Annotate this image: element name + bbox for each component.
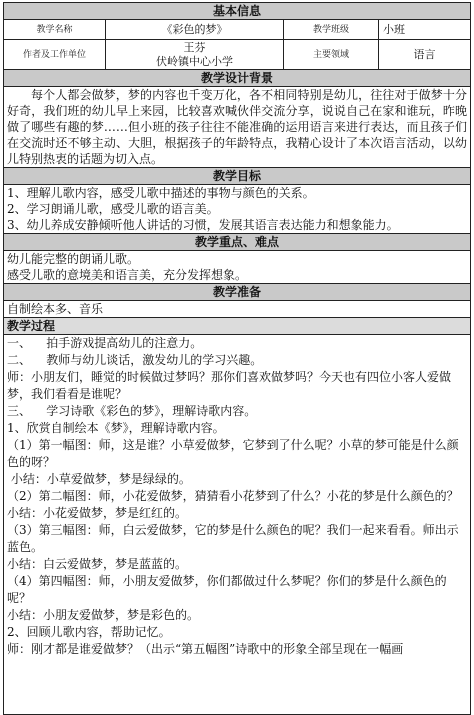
field-value: 语言 <box>413 47 436 61</box>
process-line: 2、回顾儿歌内容，帮助记忆。 <box>7 625 171 639</box>
process-line: 一、 拍手游戏提高幼儿的注意力。 <box>7 336 203 350</box>
goals-section <box>4 185 470 234</box>
process-line: （4）第四幅图：师，小朋友爱做梦，你们都做过什么梦呢？你们的梦是什么颜色的呢？ <box>7 574 447 605</box>
info-row-1 <box>4 20 470 40</box>
lesson-name: 《彩色的梦》 <box>106 20 284 39</box>
process-section <box>4 335 470 658</box>
goal-item: 3、幼儿养成安静倾听他人讲话的习惯，发展其语言表达能力和想象能力。 <box>7 218 399 232</box>
author-label: 作者及工作单位 <box>4 40 106 69</box>
author-name: 王芬 <box>183 40 206 54</box>
process-line: 师：小朋友们，睡觉的时候做过梦吗？那你们喜欢做梦吗？今天也有四位小客人爱做梦，我们看看是谁呢？ <box>7 370 452 401</box>
process-line: 1、欣赏自制绘本《梦》，理解诗歌内容。 <box>7 421 225 435</box>
key-point-item: 感受儿歌的意境美和语言美，充分发挥想象。 <box>7 268 248 282</box>
section-header-process: 教学过程 <box>4 318 470 335</box>
preparation-text: 自制绘本多、音乐 <box>7 302 104 316</box>
section-header-goals: 教学目标 <box>4 168 470 185</box>
info-row-2 <box>4 40 470 70</box>
process-line: 小结：小花爱做梦，梦是红红的。 <box>7 506 188 520</box>
process-line: 小结：小草爱做梦，梦是绿绿的。 <box>7 472 191 486</box>
process-line: 师：刚才都是谁爱做梦？（出示“第五幅图”诗歌中的形象全部呈现在一幅画 <box>7 642 404 656</box>
section-header-background: 教学设计背景 <box>4 70 470 87</box>
background-paragraph: 每个人都会做梦，梦的内容也千变万化，各不相同特别是幼儿，往往对于做梦十分好奇，我们班的幼儿早上来园，比较喜欢喊伙伴交流分享，说说自己在家和谁玩，昨晚做了哪些有趣的梦……但小班的孩子往往不能准确的运用语言来进行表达，而且孩子们在交流时还不够主动、大胆，根据孩子的年龄特点，我精心设计了本次语言活动，以幼儿特别热衷的话题为切入点。 <box>7 88 467 166</box>
preparation-section <box>4 301 470 318</box>
process-line: 小结：小朋友爱做梦，梦是彩色的。 <box>7 608 200 622</box>
lesson-plan-document <box>3 2 471 715</box>
lesson-name-label: 教学名称 <box>4 20 106 39</box>
process-line: （1）第一幅图：师，这是谁？小草爱做梦，它梦到了什么呢？小草的梦可能是什么颜色的呀？ <box>7 438 459 469</box>
class-label: 教学班级 <box>284 20 379 39</box>
author-unit: 伏岭镇中心小学 <box>156 54 233 68</box>
process-line: 三、 学习诗歌《彩色的梦》，理解诗歌内容。 <box>7 404 257 418</box>
goal-item: 1、理解儿歌内容，感受儿歌中描述的事物与颜色的关系。 <box>7 186 315 200</box>
author-cell <box>106 40 284 69</box>
field-label: 主要领域 <box>284 40 379 69</box>
process-line: 二、 教师与幼儿谈话，激发幼儿的学习兴趣。 <box>7 353 263 367</box>
section-header-key-points: 教学重点、难点 <box>4 234 470 251</box>
section-header-basic-info: 基本信息 <box>4 3 470 20</box>
process-line: （2）第二幅图：师，小花爱做梦，猜猜看小花梦到了什么？小花的梦是什么颜色的？ <box>7 489 459 503</box>
key-point-item: 幼儿能完整的朗诵儿歌。 <box>7 252 140 266</box>
process-line: （3）第三幅图：师，白云爱做梦，它的梦是什么颜色的呢？我们一起来看看。师出示蓝色。 <box>7 523 459 554</box>
background-section <box>4 87 470 168</box>
class-value: 小班 <box>383 22 405 36</box>
section-header-preparation: 教学准备 <box>4 284 470 301</box>
key-points-section <box>4 251 470 284</box>
goal-item: 2、学习朗诵儿歌，感受儿歌的语言美。 <box>7 202 219 216</box>
process-line: 小结：白云爱做梦，梦是蓝蓝的。 <box>7 557 188 571</box>
